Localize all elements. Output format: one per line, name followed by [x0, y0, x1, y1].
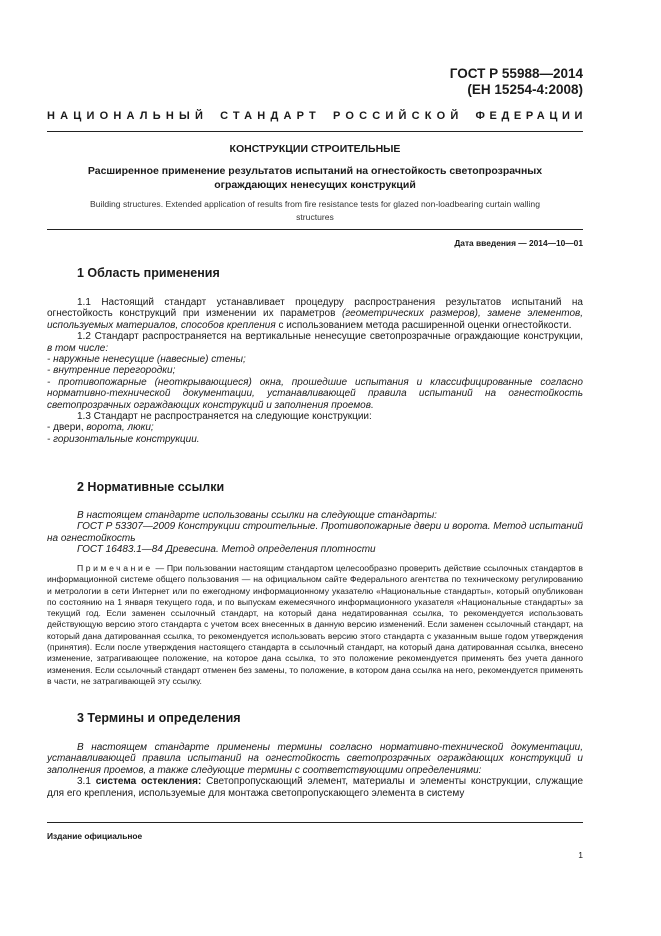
references-note: Примечание — При пользовании настоящим стандартом целесообразно проверить действие ссылочных стандартов в информационной системе общего пользования — на официальном сайте Федерального агентства по техническому регулированию и метрологии в сети Интернет или по ежегодному информационному указателю «Национальные стандарты», который опубликован по состоянию на 1 января текущего года, и по выпускам ежемесячного информационного указателя «Национальные стандарты» за текущий год. Если заменен ссылочный стандарт, на который дана недатированная ссылка, то рекомендуется использовать действующую версию этого стандарта с учетом всех внесенных в данную версию изменений. Если заменен ссылочный стандарт, на который дана датированная ссылка, то рекомендуется использовать версию этого стандарта с указанным выше годом утверждения (принятия). Если после утверждения настоящего стандарта в ссылочный стандарт, на который дана датированная ссылка, внесено изменение, затрагивающее положение, на которое дана ссылка, то это положение рекомендуется применять без учета данного изменения. Если ссылочный стандарт отменен без замены, то положение, в котором дана ссылка на него, рекомендуется применять в части, не затрагивающей эту ссылку.: [47, 563, 583, 686]
list-item: - горизонтальные конструкции.: [47, 433, 200, 445]
banner-word: РОССИЙСКОЙ: [332, 110, 464, 122]
refs-intro: В настоящем стандарте использованы ссылки на следующие стандарты:: [77, 510, 437, 521]
standard-designation: [450, 66, 583, 98]
banner-word: СТАНДАРТ: [220, 110, 321, 122]
standard-number: ГОСТ Р 55988—2014: [449, 66, 583, 81]
english-title: Building structures. Extended application of results from fire resistance tests for glazed non-loadbearing curtain walling structures: [90, 199, 540, 222]
standard-en-equivalent: (ЕН 15254-4:2008): [467, 82, 583, 97]
document-title: КОНСТРУКЦИИ СТРОИТЕЛЬНЫЕ: [229, 143, 401, 155]
list-item: - противопожарные (неоткрывающиеся) окна, прошедшие испытания и классифицированные согласно нормативно-технической документации, устанавливающей правила испытаний на огнестойкость светопрозрачных ограждающих конструкций и заполнения проемов.: [47, 376, 583, 411]
note-label: Примечание: [77, 563, 153, 573]
title-divider: [47, 229, 583, 230]
footer-divider: [47, 822, 583, 823]
section-1-heading: 1 Область применения: [77, 266, 220, 280]
normative-reference: ГОСТ Р 53307—2009 Конструкции строительные. Противопожарные двери и ворота. Метод испытаний на огнестойкость: [47, 521, 583, 544]
section-1-body: [47, 297, 583, 445]
paragraph-1-3: 1.3 Стандарт не распространяется на следующие конструкции:: [77, 411, 372, 423]
paragraph-1-1: 1.1 Настоящий стандарт устанавливает процедуру распространения результатов испытаний на огнестойкость конструкций при изменении их параметров (геометрических размеров), замене элементов, используемых материалов, способов крепления с использованием метода расширенной оценки огнестойкости.: [47, 297, 584, 331]
normative-reference: ГОСТ 16483.1—84 Древесина. Метод определения плотности: [77, 544, 376, 556]
section-3-heading: 3 Термины и определения: [77, 711, 241, 725]
section-2-refs: [47, 510, 583, 556]
term-3-1: 3.1 система остекления: Светопропускающий элемент, материалы и элементы конструкции, служащие для его крепления, используемые для монтажа светопропускающего элемента в систему: [47, 776, 584, 799]
paragraph-1-2: 1.2 Стандарт распространяется на вертикальные ненесущие светопрозрачные ограждающие конструкции, в том числе:: [47, 331, 583, 354]
list-item: - двери, ворота, люки;: [47, 422, 154, 434]
list-item: - наружные ненесущие (навесные) стены;: [47, 354, 246, 366]
terms-intro: В настоящем стандарте применены термины согласно нормативно-технической документации, устанавливающей правила испытаний на огнестойкость светопрозрачных ограждающих конструкций и заполнения проемов, а также следующие термины с соответствующими определениями:: [47, 742, 583, 776]
page-number: 1: [578, 850, 583, 860]
banner-word: ФЕДЕРАЦИИ: [475, 110, 587, 122]
section-2-heading: 2 Нормативные ссылки: [77, 480, 225, 494]
effective-date: Дата введения — 2014—10—01: [454, 238, 583, 248]
national-standard-banner: [47, 110, 587, 122]
document-subtitle: Расширенное применение результатов испытаний на огнестойкость светопрозрачных ограждающих ненесущих конструкций: [87, 165, 543, 191]
list-item: - внутренние перегородки;: [47, 365, 176, 377]
term-name: система остекления:: [95, 776, 202, 788]
banner-word: НАЦИОНАЛЬНЫЙ: [47, 110, 209, 122]
top-divider: [47, 131, 583, 132]
section-3-body: [47, 742, 583, 799]
edition-label: Издание официальное: [47, 831, 143, 841]
